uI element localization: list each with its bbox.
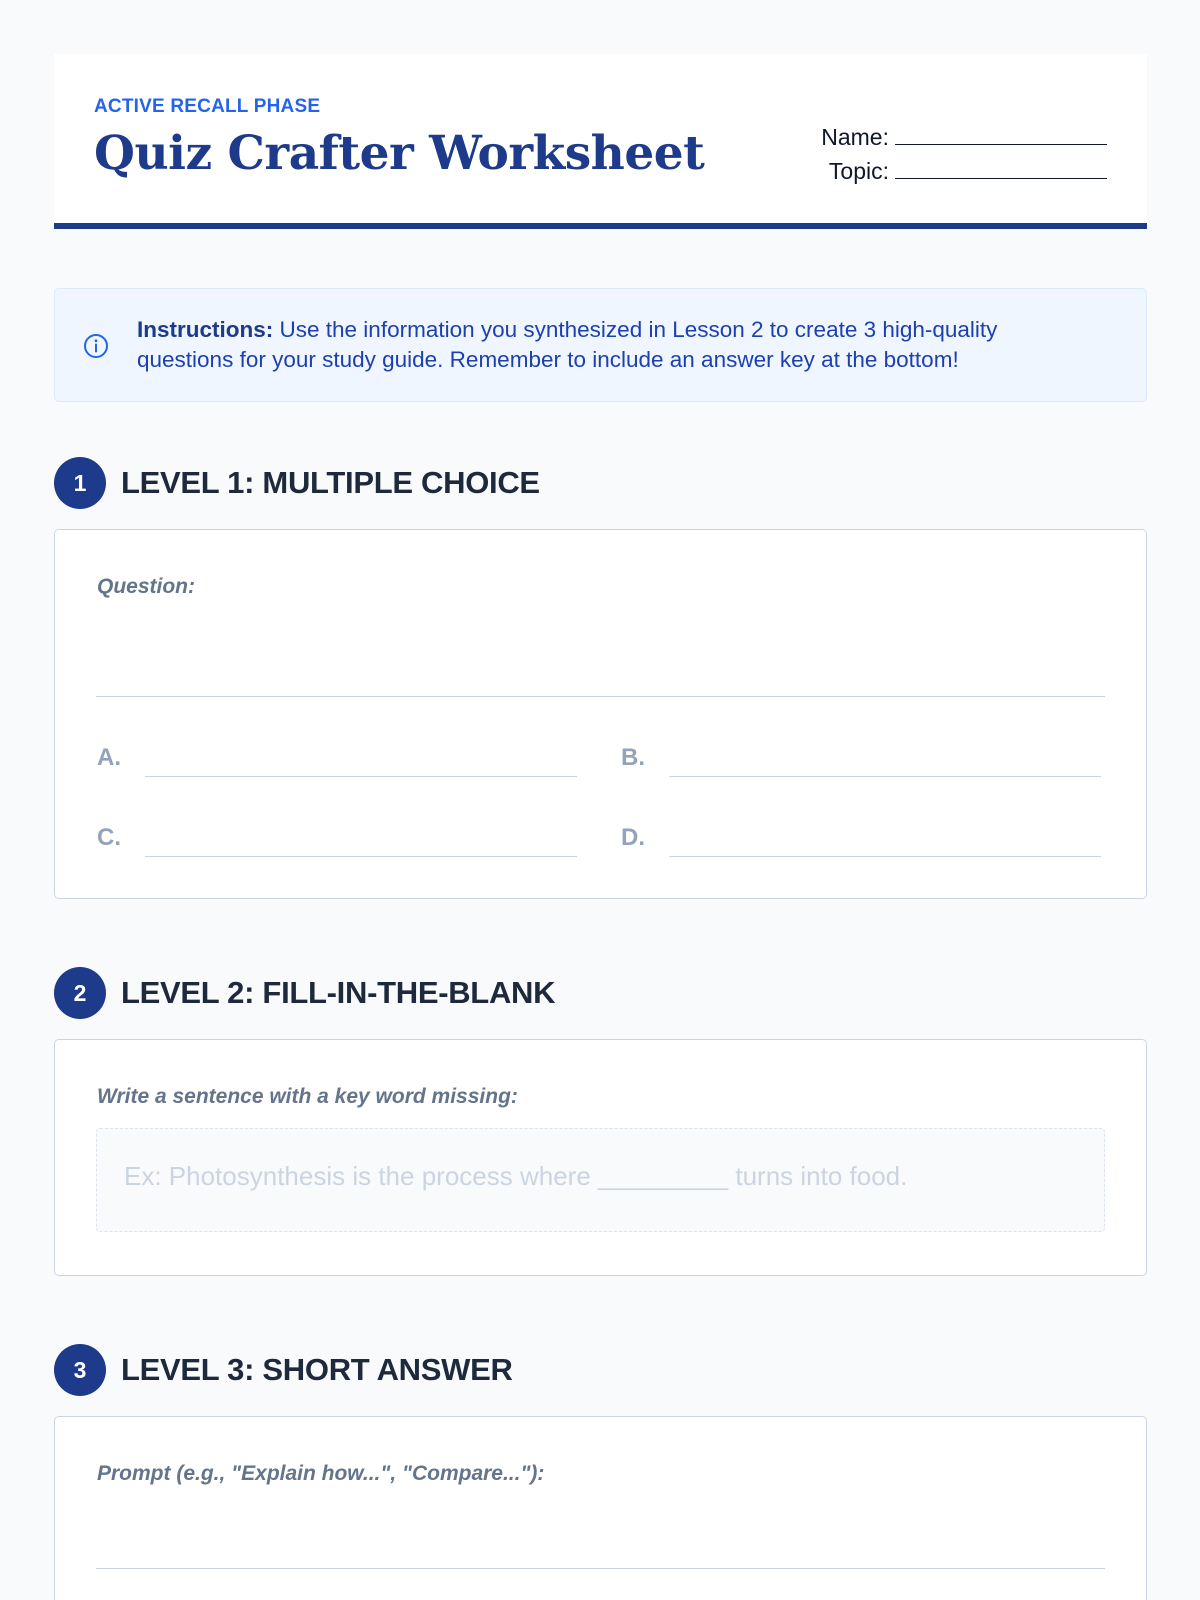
option-d[interactable] (621, 818, 1101, 858)
option-b[interactable] (621, 738, 1101, 778)
sentence-input-box[interactable] (96, 1128, 1105, 1232)
option-write-line (669, 776, 1101, 777)
phase-label: ACTIVE RECALL PHASE (94, 96, 321, 117)
worksheet-header (54, 54, 1147, 229)
instructions-callout (54, 288, 1147, 402)
option-letter: A. (97, 744, 121, 771)
sentence-label: Write a sentence with a key word missing: (97, 1085, 518, 1108)
example-placeholder: Ex: Photosynthesis is the process where _________ turns into food. (124, 1161, 908, 1191)
topic-field[interactable] (895, 156, 1107, 179)
name-row (821, 120, 1107, 154)
info-circle-icon (83, 333, 109, 359)
student-info (821, 120, 1107, 188)
option-letter: C. (97, 824, 121, 851)
option-write-line (669, 856, 1101, 857)
section-3-heading (54, 1343, 513, 1397)
option-letter: D. (621, 824, 645, 851)
name-field[interactable] (895, 122, 1107, 145)
instructions-label: Instructions: (137, 317, 274, 342)
option-c[interactable] (97, 818, 577, 858)
name-label: Name: (821, 124, 889, 150)
prompt-label: Prompt (e.g., "Explain how...", "Compare..."): (97, 1462, 545, 1485)
short-answer-card (54, 1416, 1147, 1600)
section-number-badge: 3 (54, 1344, 106, 1396)
page-title: Quiz Crafter Worksheet (94, 126, 705, 181)
instructions-body: Use the information you synthesized in Lesson 2 to create 3 high-quality questions for your study guide. Remember to include an answer key at the bottom! (137, 317, 998, 372)
section-title: LEVEL 2: FILL-IN-THE-BLANK (121, 975, 556, 1010)
section-number-badge: 2 (54, 967, 106, 1019)
option-write-line (145, 776, 577, 777)
instructions-text (137, 315, 1097, 375)
option-write-line (145, 856, 577, 857)
fill-in-blank-card (54, 1039, 1147, 1276)
topic-label: Topic: (828, 158, 889, 184)
option-letter: B. (621, 744, 645, 771)
section-title: LEVEL 3: SHORT ANSWER (121, 1352, 513, 1387)
multiple-choice-card (54, 529, 1147, 899)
question-write-line[interactable] (96, 696, 1105, 697)
section-1-heading (54, 456, 540, 510)
section-number-badge: 1 (54, 457, 106, 509)
option-a[interactable] (97, 738, 577, 778)
topic-row (821, 154, 1107, 188)
prompt-write-line[interactable] (96, 1568, 1105, 1569)
question-label: Question: (97, 575, 195, 598)
section-title: LEVEL 1: MULTIPLE CHOICE (121, 465, 540, 500)
section-2-heading (54, 966, 555, 1020)
